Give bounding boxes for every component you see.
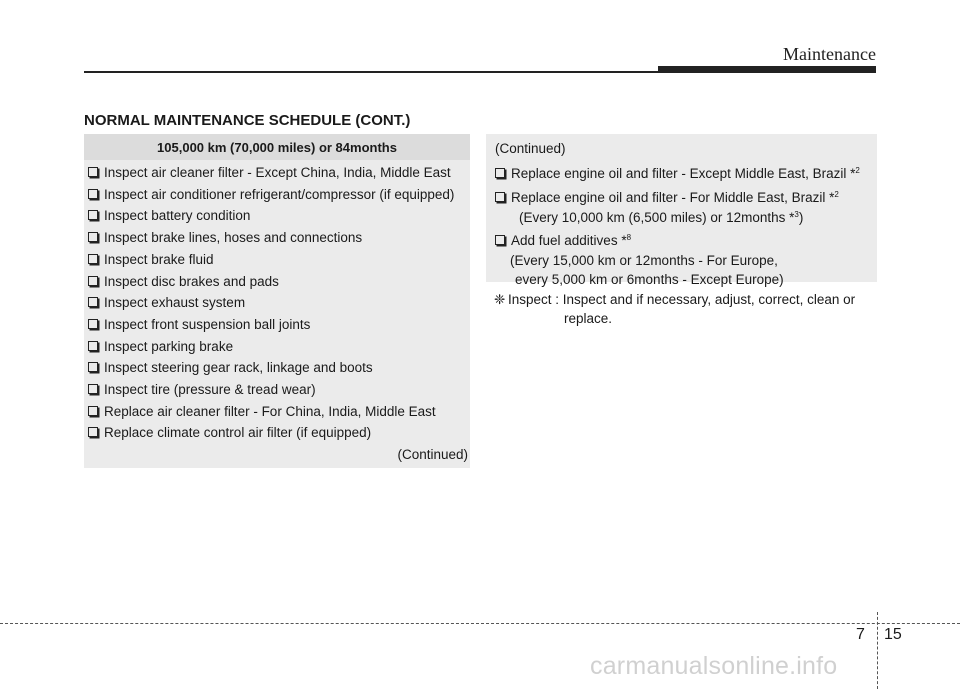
list-item: Inspect air cleaner filter - Except China, India, Middle East bbox=[88, 162, 470, 184]
interval-note: (Every 15,000 km or 12months - For Europe, bbox=[510, 253, 778, 268]
list-item: Inspect exhaust system bbox=[88, 292, 470, 314]
header-rule-thin bbox=[84, 71, 660, 73]
page-number: 15 bbox=[884, 626, 902, 643]
footnote-ref: 2 bbox=[834, 190, 839, 199]
chapter-number: 7 bbox=[856, 626, 865, 643]
list-item: Replace air cleaner filter - For China, India, Middle East bbox=[88, 401, 470, 423]
list-item: Replace climate control air filter (if equipped) bbox=[88, 422, 470, 444]
checkbox-icon bbox=[88, 384, 98, 394]
checkbox-icon bbox=[88, 189, 98, 199]
list-item: Inspect battery condition bbox=[88, 205, 470, 227]
checkbox-icon bbox=[88, 276, 98, 286]
checkbox-icon bbox=[88, 406, 98, 416]
checkbox-icon bbox=[88, 232, 98, 242]
footer-rule bbox=[0, 623, 960, 624]
footer-separator bbox=[877, 612, 878, 689]
left-item-list bbox=[84, 162, 470, 444]
footnote-ref: 8 bbox=[626, 233, 632, 242]
list-item: Inspect front suspension ball joints bbox=[88, 314, 470, 336]
inspect-note: ❈ Inspect : Inspect and if necessary, adjust, correct, clean or replace. bbox=[494, 292, 856, 326]
checkbox-icon bbox=[88, 362, 98, 372]
checkbox-icon bbox=[88, 254, 98, 264]
watermark-text: carmanualsonline.info bbox=[590, 652, 838, 680]
checkbox-icon bbox=[495, 192, 505, 202]
list-item: Inspect air conditioner refrigerant/compressor (if equipped) bbox=[88, 184, 470, 206]
footnote-ref: 3 bbox=[794, 210, 799, 219]
list-item: Replace engine oil and filter - Except Middle East, Brazil *$^2$ bbox=[495, 164, 877, 184]
checkbox-icon bbox=[88, 319, 98, 329]
list-item: Inspect brake fluid bbox=[88, 249, 470, 271]
checkbox-icon bbox=[88, 341, 98, 351]
list-item: Inspect tire (pressure & tread wear) bbox=[88, 379, 470, 401]
checkbox-icon bbox=[495, 168, 505, 178]
interval-heading: 105,000 km (70,000 miles) or 84months bbox=[84, 134, 470, 160]
list-item: Replace engine oil and filter - For Middle East, Brazil *$^2$ bbox=[495, 188, 877, 208]
checkbox-icon bbox=[88, 297, 98, 307]
interval-note: every 5,000 km or 6months - Except Europe) bbox=[515, 272, 784, 287]
interval-note: (Every 10,000 km (6,500 miles) or 12months *$^3$) bbox=[519, 210, 804, 225]
checkbox-icon bbox=[88, 210, 98, 220]
continued-label: (Continued) bbox=[397, 447, 468, 463]
list-item: Inspect disc brakes and pads bbox=[88, 271, 470, 293]
left-schedule-panel bbox=[84, 134, 470, 468]
note-symbol-icon: ❈ bbox=[494, 292, 506, 307]
page-header-title: Maintenance bbox=[783, 44, 876, 64]
continued-label: (Continued) bbox=[495, 141, 566, 156]
list-item: Inspect brake lines, hoses and connections bbox=[88, 227, 470, 249]
right-schedule-panel bbox=[486, 134, 877, 287]
footnote-ref: 2 bbox=[855, 166, 860, 175]
checkbox-icon bbox=[495, 235, 505, 245]
checkbox-icon bbox=[88, 427, 98, 437]
list-item: Inspect parking brake bbox=[88, 336, 470, 358]
checkbox-icon bbox=[88, 167, 98, 177]
list-item: Inspect steering gear rack, linkage and boots bbox=[88, 357, 470, 379]
section-title: NORMAL MAINTENANCE SCHEDULE (CONT.) bbox=[84, 112, 411, 129]
list-item: Add fuel additives *$^8$ bbox=[495, 231, 877, 251]
header-rule-thick bbox=[658, 66, 876, 73]
